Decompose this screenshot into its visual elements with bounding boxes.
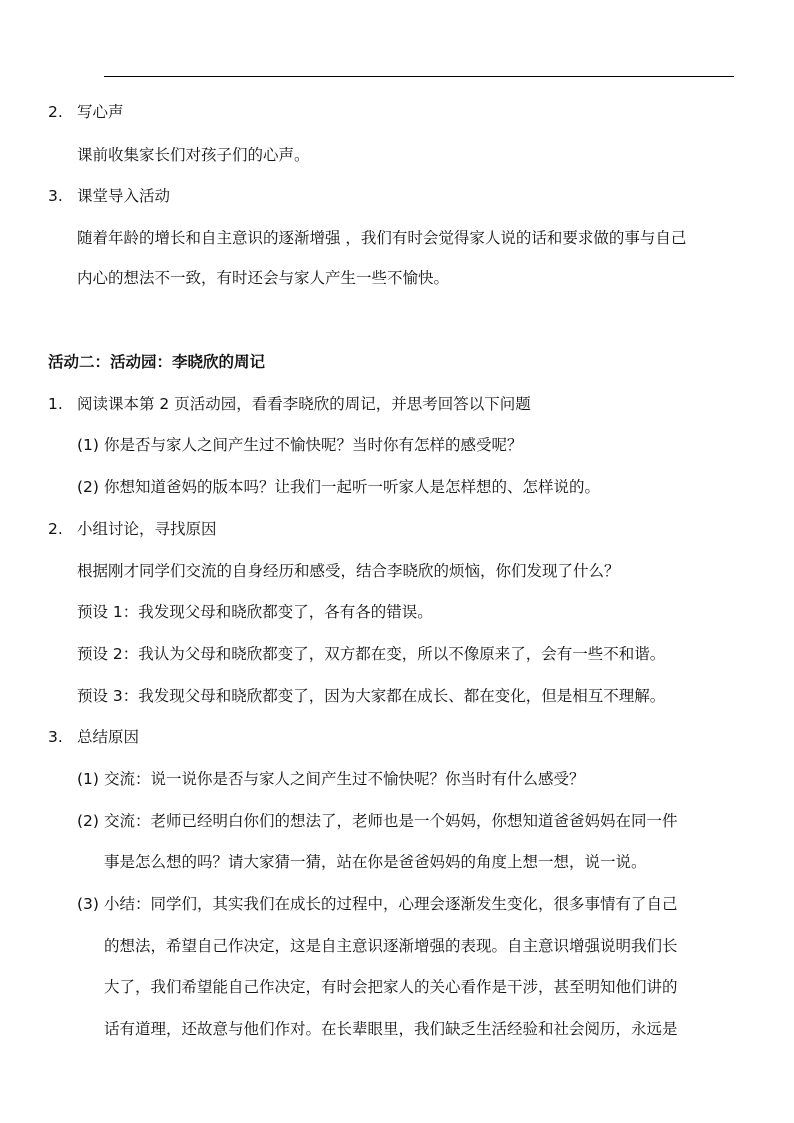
list-number: 3. [48,728,63,746]
sub-list-item: 交流：老师已经明白你们的想法了，老师也是一个妈妈，你想知道爸爸妈妈在同一件 [104,812,678,830]
list-number: 3. [48,187,63,205]
list-number: 2. [48,520,63,538]
header-rule [104,76,734,77]
sub-list-number: (3) [77,895,99,913]
list-number: 2. [48,103,63,121]
paragraph-line: 预设 1：我发现父母和晓欣都变了，各有各的错误。 [77,603,433,621]
sub-list-number: (1) [77,770,99,788]
sub-list-item: 事是怎么想的吗？请大家猜一猜，站在你是爸爸妈妈的角度上想一想，说一说。 [104,853,647,871]
sub-list-item: 你是否与家人之间产生过不愉快呢？当时你有怎样的感受呢？ [104,436,523,454]
sub-list-number: (2) [77,812,99,830]
paragraph-line: 预设 3：我发现父母和晓欣都变了，因为大家都在成长、都在变化，但是相互不理解。 [77,687,666,705]
list-item-heading: 小组讨论，寻找原因 [77,520,217,538]
paragraph-line: 根据刚才同学们交流的自身经历和感受，结合李晓欣的烦恼，你们发现了什么？ [77,562,620,580]
list-item-heading: 写心声 [77,103,124,121]
section-heading: 活动二：活动园：李晓欣的周记 [48,353,266,371]
list-number: 1. [48,395,63,413]
sub-list-item: 的想法，希望自己作决定，这是自主意识逐渐增强的表现。自主意识增强说明我们长 [104,937,678,955]
sub-list-item: 你想知道爸妈的版本吗？让我们一起听一听家人是怎样想的、怎样说的。 [104,478,601,496]
sub-list-number: (1) [77,436,99,454]
list-item-heading: 课堂导入活动 [77,187,171,205]
paragraph-line: 内心的想法不一致，有时还会与家人产生一些不愉快。 [77,269,450,287]
sub-list-item: 话有道理，还故意与他们作对。在长辈眼里，我们缺乏生活经验和社会阅历，永远是 [104,1020,678,1038]
paragraph-line: 随着年龄的增长和自主意识的逐渐增强 ，我们有时会觉得家人说的话和要求做的事与自己 [77,229,687,247]
sub-list-item: 大了，我们希望能自己作决定，有时会把家人的关心看作是干涉，甚至明知他们讲的 [104,978,678,996]
sub-list-number: (2) [77,478,99,496]
paragraph-line: 课前收集家长们对孩子们的心声。 [77,146,310,164]
paragraph-line: 预设 2：我认为父母和晓欣都变了，双方都在变，所以不像原来了，会有一些不和谐。 [77,645,666,663]
list-item-heading: 阅读课本第 2 页活动园，看看李晓欣的周记，并思考回答以下问题 [77,395,531,413]
list-item-heading: 总结原因 [77,728,140,746]
sub-list-item: 交流：说一说你是否与家人之间产生过不愉快呢？你当时有什么感受？ [104,770,585,788]
sub-list-item: 小结：同学们，其实我们在成长的过程中，心理会逐渐发生变化，很多事情有了自己 [104,895,678,913]
